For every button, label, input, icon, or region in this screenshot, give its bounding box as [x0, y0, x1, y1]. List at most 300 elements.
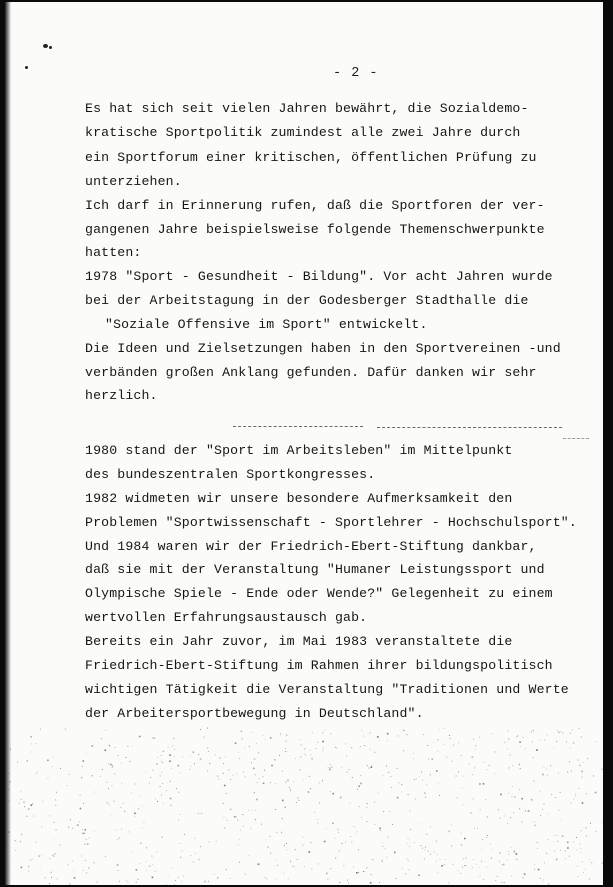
scan-grain-dot	[26, 816, 27, 817]
scan-grain-dot	[118, 870, 119, 871]
scan-grain-dot	[254, 792, 255, 793]
scan-grain-dot	[305, 755, 306, 756]
text-line: des bundeszentralen Sportkongresses.	[85, 467, 376, 482]
scan-grain-dot	[339, 851, 340, 852]
scan-grain-dot	[83, 760, 85, 762]
scan-grain-dot	[263, 783, 265, 785]
scan-grain-dot	[255, 774, 256, 775]
scan-grain-dot	[190, 769, 191, 770]
scan-grain-dot	[422, 848, 423, 849]
scan-grain-dot	[472, 867, 473, 868]
scan-grain-dot	[282, 800, 284, 802]
scan-grain-dot	[257, 782, 258, 783]
scan-grain-dot	[595, 792, 597, 794]
scan-grain-dot	[308, 791, 310, 793]
scan-grain-dot	[433, 742, 434, 743]
scan-grain-dot	[149, 865, 151, 867]
scan-grain-dot	[318, 864, 319, 865]
scan-grain-dot	[169, 760, 171, 762]
scan-grain-dot	[494, 773, 495, 774]
scan-grain-dot	[190, 766, 191, 767]
scan-grain-dot	[8, 869, 9, 870]
scan-grain-dot	[82, 833, 83, 834]
scan-grain-dot	[569, 856, 570, 857]
scan-grain-dot	[70, 819, 71, 820]
scan-grain-dot	[397, 797, 399, 799]
scan-grain-dot	[448, 831, 450, 833]
scan-grain-dot	[92, 775, 93, 776]
scan-grain-dot	[270, 737, 272, 739]
scan-grain-dot	[51, 766, 52, 767]
scan-grain-dot	[473, 739, 474, 740]
scan-grain-dot	[80, 808, 82, 810]
scan-grain-dot	[261, 824, 262, 825]
scan-grain-dot	[112, 785, 113, 786]
scan-grain-dot	[314, 812, 315, 813]
scan-grain-dot	[430, 774, 431, 775]
scan-grain-dot	[207, 770, 208, 771]
scan-grain-dot	[245, 747, 246, 748]
scan-grain-dot	[219, 779, 220, 780]
scan-grain-dot	[479, 783, 481, 785]
scan-grain-dot	[145, 862, 146, 863]
scan-grain-dot	[215, 754, 216, 755]
scan-grain-dot	[479, 737, 480, 738]
scan-grain-dot	[424, 859, 425, 860]
scan-grain-dot	[82, 766, 83, 767]
scan-grain-dot	[285, 748, 286, 749]
scan-grain-dot	[567, 847, 569, 849]
scan-grain-dot	[245, 874, 246, 875]
scan-grain-dot	[570, 747, 571, 748]
scan-grain-dot	[190, 756, 191, 757]
scan-grain-dot	[317, 819, 318, 820]
scan-grain-dot	[451, 825, 452, 826]
scan-grain-dot	[115, 773, 116, 774]
scan-grain-dot	[102, 769, 103, 770]
scan-grain-dot	[585, 869, 586, 870]
scan-grain-dot	[540, 739, 541, 740]
scan-grain-dot	[8, 831, 10, 833]
scan-grain-dot	[127, 746, 128, 747]
scan-grain-dot	[178, 877, 179, 878]
document-page	[5, 2, 603, 885]
scan-grain-dot	[270, 782, 271, 783]
scan-grain-dot	[350, 836, 351, 837]
scan-grain-dot	[466, 865, 467, 866]
scan-grain-dot	[200, 729, 201, 730]
scan-grain-dot	[201, 813, 202, 814]
scan-grain-dot	[6, 842, 8, 844]
scan-grain-dot	[593, 776, 594, 777]
scan-grain-dot	[274, 759, 276, 761]
scan-grain-dot	[421, 845, 422, 846]
scan-grain-dot	[492, 733, 493, 734]
scan-grain-dot	[146, 772, 147, 773]
scan-grain-dot	[79, 821, 80, 822]
scan-grain-dot	[510, 817, 511, 818]
scan-grain-dot	[461, 844, 463, 846]
scan-grain-dot	[47, 760, 49, 762]
scan-grain-dot	[356, 832, 357, 833]
scan-grain-dot	[332, 766, 333, 767]
scan-grain-dot	[326, 828, 327, 829]
scan-grain-dot	[183, 876, 184, 877]
scan-grain-dot	[364, 745, 365, 746]
scan-grain-dot	[388, 772, 389, 773]
scan-grain-dot	[470, 812, 472, 814]
scan-grain-dot	[508, 851, 509, 852]
scan-grain-dot	[328, 767, 329, 768]
scan-grain-dot	[367, 821, 368, 822]
scan-grain-dot	[436, 770, 438, 772]
scan-grain-dot	[223, 803, 224, 804]
text-line: Bereits ein Jahr zuvor, im Mai 1983 veranstaltete die	[85, 634, 513, 649]
scan-grain-dot	[266, 879, 267, 880]
scan-grain-dot	[270, 836, 271, 837]
scan-grain-dot	[519, 764, 520, 765]
scan-grain-dot	[95, 792, 96, 793]
scan-grain-dot	[163, 803, 164, 804]
scan-grain-dot	[87, 843, 89, 845]
scan-grain-dot	[370, 732, 371, 733]
scan-grain-dot	[407, 858, 408, 859]
scan-grain-dot	[42, 801, 43, 802]
scan-grain-dot	[107, 782, 108, 783]
scan-grain-dot	[251, 732, 252, 733]
scan-grain-dot	[174, 756, 175, 757]
scan-grain-dot	[53, 822, 54, 823]
scan-grain-dot	[85, 860, 86, 861]
scan-grain-dot	[557, 835, 558, 836]
scan-grain-dot	[300, 769, 301, 770]
scan-grain-dot	[499, 818, 500, 819]
scan-grain-dot	[403, 730, 404, 731]
scan-grain-dot	[276, 878, 277, 879]
scan-grain-dot	[424, 850, 425, 851]
scan-grain-dot	[249, 855, 250, 856]
scan-grain-dot	[139, 736, 141, 738]
scan-grain-dot	[341, 767, 342, 768]
scan-grain-dot	[556, 741, 557, 742]
scan-grain-dot	[555, 835, 556, 836]
scan-grain-dot	[565, 851, 566, 852]
scan-grain-dot	[225, 756, 226, 757]
scan-grain-dot	[351, 842, 352, 843]
scan-grain-dot	[570, 733, 571, 734]
scan-grain-dot	[288, 879, 289, 880]
scan-grain-dot	[476, 745, 477, 746]
scan-grain-dot	[579, 765, 581, 767]
scan-grain-dot	[462, 867, 463, 868]
scan-grain-dot	[331, 733, 332, 734]
scan-grain-dot	[236, 817, 237, 818]
scan-grain-dot	[107, 802, 108, 803]
scan-grain-dot	[360, 746, 361, 747]
scan-grain-dot	[170, 798, 172, 800]
scan-grain-dot	[548, 883, 549, 884]
scan-grain-dot	[461, 833, 462, 834]
scan-grain-dot	[152, 856, 153, 857]
scan-grain-dot	[294, 782, 295, 783]
scan-grain-dot	[30, 860, 31, 861]
scan-grain-dot	[324, 730, 325, 731]
scan-grain-dot	[534, 822, 535, 823]
scan-grain-dot	[282, 818, 283, 819]
scan-grain-dot	[399, 782, 400, 783]
scan-grain-dot	[472, 756, 474, 758]
scan-grain-dot	[176, 788, 177, 789]
scan-grain-dot	[581, 737, 582, 738]
scan-grain-dot	[589, 859, 590, 860]
scan-grain-dot	[126, 880, 127, 881]
scan-grain-dot	[374, 752, 375, 753]
scan-grain-dot	[304, 754, 305, 755]
scan-grain-dot	[68, 864, 69, 865]
scan-grain-dot	[161, 755, 162, 756]
scan-grain-dot	[200, 758, 202, 760]
scan-grain-dot	[50, 872, 52, 874]
scan-grain-dot	[423, 734, 424, 735]
scan-grain-dot	[49, 883, 50, 884]
scan-grain-dot	[227, 820, 228, 821]
scan-grain-dot	[477, 877, 478, 878]
scan-grain-dot	[542, 809, 543, 810]
scan-grain-dot	[295, 849, 296, 850]
scan-grain-dot	[162, 762, 163, 763]
scan-grain-dot	[565, 858, 566, 859]
scan-grain-dot	[105, 856, 106, 857]
scan-grain-dot	[437, 751, 438, 752]
scan-grain-dot	[372, 859, 373, 860]
scan-grain-dot	[456, 776, 457, 777]
scan-grain-dot	[276, 832, 277, 833]
scan-grain-dot	[80, 795, 81, 796]
scan-grain-dot	[173, 738, 174, 739]
scan-grain-dot	[223, 773, 224, 774]
scan-grain-dot	[123, 803, 124, 804]
scan-grain-dot	[53, 757, 54, 758]
scan-grain-dot	[547, 735, 548, 736]
scan-grain-dot	[152, 877, 154, 879]
scan-grain-dot	[328, 879, 329, 880]
scan-grain-dot	[579, 788, 580, 789]
scan-grain-dot	[118, 755, 119, 756]
scan-grain-dot	[124, 811, 125, 812]
scan-grain-dot	[463, 858, 464, 859]
scan-grain-dot	[155, 871, 156, 872]
scan-grain-dot	[146, 870, 147, 871]
scan-grain-dot	[436, 861, 437, 862]
scan-grain-dot	[224, 785, 226, 787]
scan-grain-dot	[487, 835, 488, 836]
scan-grain-dot	[460, 873, 461, 874]
scan-grain-dot	[480, 809, 481, 810]
scan-grain-dot	[21, 791, 22, 792]
scan-grain-dot	[450, 738, 451, 739]
scan-grain-dot	[567, 842, 569, 844]
scan-grain-dot	[507, 748, 508, 749]
scan-grain-dot	[331, 767, 332, 768]
scan-grain-dot	[519, 809, 520, 810]
scan-grain-dot	[486, 837, 487, 838]
scan-grain-dot	[339, 882, 340, 883]
scan-grain-dot	[184, 834, 185, 835]
scan-grain-dot	[418, 875, 420, 877]
scan-grain-dot	[536, 749, 538, 751]
scan-grain-dot	[441, 865, 443, 867]
scan-grain-dot	[391, 776, 392, 777]
scan-grain-dot	[379, 740, 380, 741]
scan-grain-dot	[292, 866, 293, 867]
scan-grain-dot	[519, 741, 521, 743]
scan-grain-dot	[182, 757, 183, 758]
scan-grain-dot	[504, 882, 505, 883]
scan-grain-dot	[157, 801, 158, 802]
scan-grain-dot	[580, 848, 581, 849]
scan-grain-dot	[522, 821, 523, 822]
scan-grain-dot	[121, 829, 122, 830]
divider-line	[233, 426, 363, 427]
scan-grain-dot	[501, 794, 502, 795]
scan-grain-dot	[387, 733, 389, 735]
scan-grain-dot	[385, 848, 386, 849]
scan-grain-dot	[69, 774, 70, 775]
scan-grain-dot	[519, 789, 520, 790]
scan-grain-dot	[86, 872, 87, 873]
scan-grain-dot	[265, 877, 266, 878]
scan-grain-dot	[322, 732, 323, 733]
scan-grain-dot	[346, 755, 347, 756]
scan-grain-dot	[77, 824, 79, 826]
scan-grain-dot	[204, 881, 206, 883]
scan-grain-dot	[469, 764, 470, 765]
scan-grain-dot	[117, 864, 119, 866]
scan-grain-dot	[335, 747, 336, 748]
scan-grain-dot	[583, 872, 584, 873]
scan-grain-dot	[286, 849, 287, 850]
scan-grain-dot	[440, 859, 441, 860]
scan-grain-dot	[556, 859, 558, 861]
scan-grain-dot	[544, 739, 545, 740]
scan-grain-dot	[53, 840, 54, 841]
scan-grain-dot	[357, 789, 358, 790]
scan-grain-dot	[531, 732, 532, 733]
scan-grain-dot	[284, 873, 285, 874]
text-line: Ich darf in Erinnerung rufen, daß die Sportforen der ver-	[85, 198, 545, 213]
scan-grain-dot	[302, 845, 303, 846]
scan-grain-dot	[311, 758, 313, 760]
scan-grain-dot	[142, 805, 143, 806]
scan-grain-dot	[134, 813, 136, 815]
scan-grain-dot	[514, 851, 516, 853]
scan-grain-dot	[581, 852, 582, 853]
scan-grain-dot	[92, 745, 94, 747]
scan-grain-dot	[582, 777, 583, 778]
scan-grain-dot	[407, 734, 408, 735]
scan-grain-dot	[425, 847, 426, 848]
scan-grain-dot	[163, 751, 165, 753]
scan-grain-dot	[354, 826, 355, 827]
scan-grain-dot	[54, 856, 55, 857]
scan-grain-dot	[37, 772, 38, 773]
scan-grain-dot	[161, 772, 162, 773]
scan-grain-dot	[301, 744, 302, 745]
scan-grain-dot	[208, 881, 209, 882]
scan-grain-dot	[238, 845, 239, 846]
scan-grain-dot	[426, 784, 427, 785]
scan-grain-dot	[582, 861, 583, 862]
scan-grain-dot	[540, 815, 541, 816]
scan-grain-dot	[20, 841, 21, 842]
scan-grain-dot	[531, 799, 533, 801]
scan-grain-dot	[487, 817, 488, 818]
scan-grain-dot	[109, 745, 111, 747]
scan-grain-dot	[311, 842, 312, 843]
scan-grain-dot	[323, 750, 324, 751]
text-line: unterziehen.	[85, 174, 182, 189]
scan-grain-dot	[369, 768, 370, 769]
scan-grain-dot	[115, 747, 116, 748]
scan-grain-dot	[351, 747, 352, 748]
scan-grain-dot	[360, 783, 362, 785]
scan-grain-dot	[501, 882, 502, 883]
scan-grain-dot	[576, 837, 577, 838]
scan-grain-dot	[226, 793, 227, 794]
scan-grain-dot	[31, 744, 32, 745]
scan-grain-dot	[83, 870, 84, 871]
scan-grain-dot	[172, 746, 173, 747]
scan-grain-dot	[275, 809, 276, 810]
scan-grain-dot	[380, 830, 381, 831]
scan-grain-dot	[56, 830, 57, 831]
scan-grain-dot	[299, 739, 300, 740]
scan-grain-dot	[116, 830, 117, 831]
scan-grain-dot	[577, 849, 578, 850]
scan-speck	[43, 44, 48, 48]
scan-grain-dot	[534, 869, 535, 870]
scan-grain-dot	[156, 763, 158, 765]
scan-grain-dot	[427, 745, 428, 746]
scan-grain-dot	[236, 774, 237, 775]
scan-grain-dot	[255, 819, 256, 820]
scan-grain-dot	[161, 761, 162, 762]
scan-grain-dot	[289, 787, 290, 788]
scan-grain-dot	[237, 820, 238, 821]
scan-grain-dot	[425, 797, 426, 798]
scan-grain-dot	[458, 742, 459, 743]
scan-grain-dot	[251, 810, 252, 811]
scan-grain-dot	[457, 797, 458, 798]
scan-grain-dot	[408, 860, 409, 861]
scan-grain-dot	[239, 839, 240, 840]
scan-grain-dot	[86, 753, 87, 754]
scan-grain-dot	[499, 861, 500, 862]
scan-grain-dot	[533, 757, 534, 758]
scan-grain-dot	[495, 880, 496, 881]
scan-grain-dot	[463, 804, 464, 805]
scan-grain-dot	[198, 754, 199, 755]
scan-grain-dot	[72, 828, 73, 829]
scan-grain-dot	[294, 866, 295, 867]
scan-grain-dot	[248, 810, 249, 811]
scan-grain-dot	[230, 878, 231, 879]
text-line: ein Sportforum einer kritischen, öffentlichen Prüfung zu	[85, 150, 537, 165]
scan-grain-dot	[504, 742, 505, 743]
scan-grain-dot	[474, 767, 475, 768]
scan-grain-dot	[256, 864, 257, 865]
scan-grain-dot	[407, 843, 408, 844]
